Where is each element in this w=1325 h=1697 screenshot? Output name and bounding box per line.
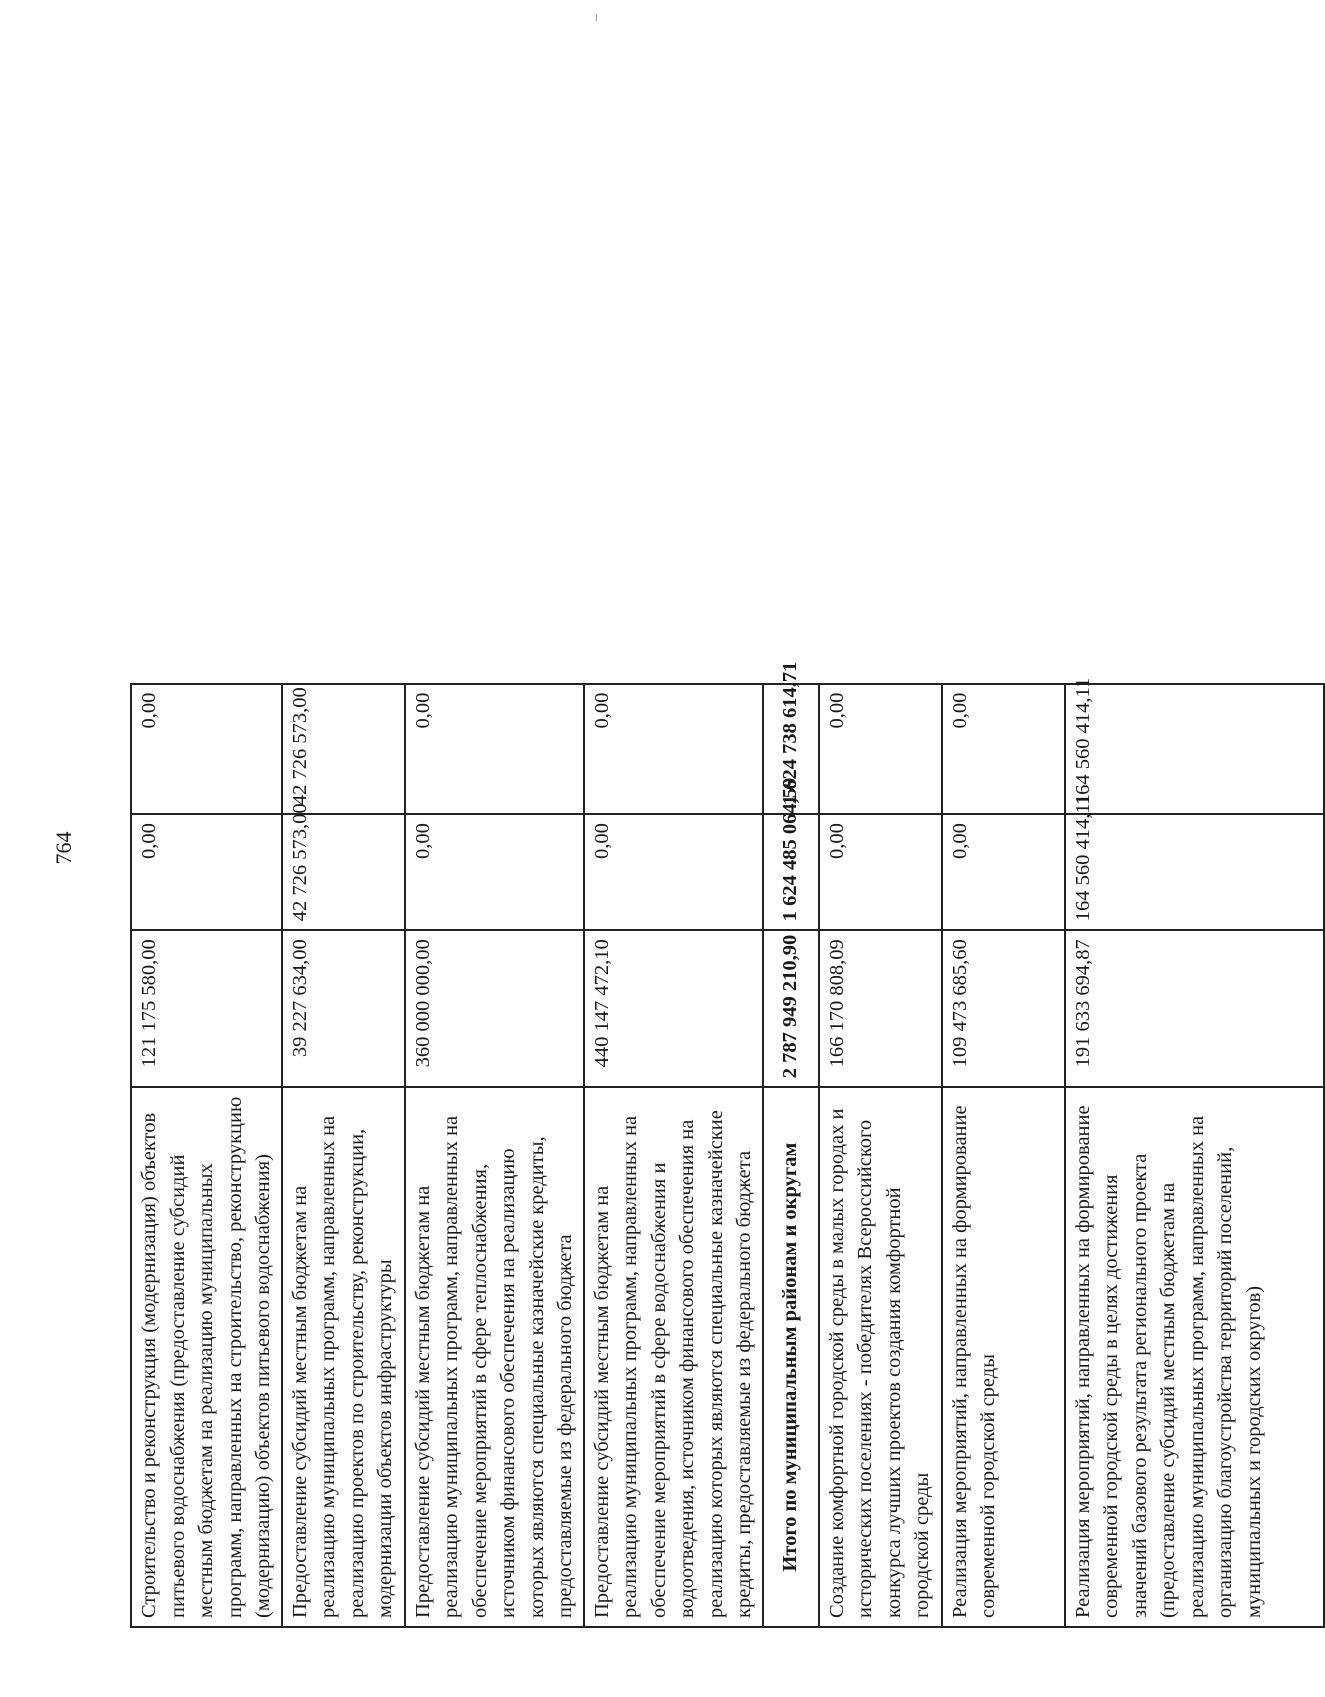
row-name-cell: Предоставление субсидий местным бюджетам на реализацию муниципальных программ, направленных на обеспечение мероприятий в сфере водоснабжения и водоотведения, источником финансового обеспечения на реализацию которых являются специальные казначейские кредиты, предоставляемые из федерального бюджета [584,1087,763,1627]
amount-2023-cell: 39 227 634,00 [282,930,405,1087]
amount-2024-cell: 0,00 [584,814,763,930]
amount-2023-cell: 2 787 949 210,90 [763,930,819,1087]
amount-2023-cell: 166 170 808,09 [819,930,942,1087]
row-name-cell: Предоставление субсидий местным бюджетам на реализацию муниципальных программ, направленных на реализацию проектов по строительству, реконструкции, модернизации объектов инфраструктуры [282,1087,405,1627]
amount-2024-cell: 0,00 [819,814,942,930]
amount-2025-cell: 1 624 738 614,71 [763,684,819,815]
rotated-page-content [130,30,1265,1628]
row-name-cell: Реализация мероприятий, направленных на формирование современной городской среды [942,1087,1065,1627]
amount-2025-cell: 0,00 [131,684,282,815]
table-row [405,31,584,1627]
table-row [131,31,282,1627]
amount-2025-cell: 0,00 [819,684,942,815]
amount-2023-cell: 191 633 694,87 [1065,930,1324,1087]
row-name-cell: Реализация мероприятий, направленных на формирование современной городской среды в целях достижения значений базового результата регионального проекта (предоставление субсидий местным бюджетам на реализацию муниципальных программ, направленных на организацию благоустройства территорий поселений, муниципальных и городских округов) [1065,1087,1324,1627]
amount-2024-cell: 42 726 573,00 [282,814,405,930]
table-row [942,31,1065,1627]
amount-2024-cell: 0,00 [131,814,282,930]
amount-2025-cell: 0,00 [942,684,1065,815]
row-name-cell: Предоставление субсидий местным бюджетам на реализацию муниципальных программ, направленных на обеспечение мероприятий в сфере теплоснабжения, источником финансового обеспечения на реализацию которых являются специальные казначейские кредиты, предоставляемые из федерального бюджета [405,1087,584,1627]
table-row [1065,31,1324,1627]
amount-2024-cell: 0,00 [942,814,1065,930]
scan-mark [596,14,597,21]
row-name-cell: Создание комфортной городской среды в малых городах и исторических поселениях - победителях Всероссийского конкурса лучших проектов создания комфортной городской среды [819,1087,942,1627]
table-row [282,31,405,1627]
row-name-cell: Итого по муниципальным районам и округам [763,1087,819,1627]
amount-2024-cell: 164 560 414,11 [1065,814,1324,930]
row-name-cell: Строительство и реконструкция (модернизация) объектов питьевого водоснабжения (предоставление субсидий местным бюджетам на реализацию муниципальных программ, направленных на строительство, реконструкцию (модернизацию) объектов питьевого водоснабжения) [131,1087,282,1627]
table-row [819,31,942,1627]
amount-2025-cell: 42 726 573,00 [282,684,405,815]
amount-2025-cell: 164 560 414,11 [1065,684,1324,815]
amount-2023-cell: 360 000 000,00 [405,930,584,1087]
amount-2023-cell: 440 147 472,10 [584,930,763,1087]
amount-2025-cell: 0,00 [584,684,763,815]
budget-table [130,30,1325,1628]
amount-2023-cell: 109 473 685,60 [942,930,1065,1087]
total-row [763,31,819,1627]
page-number: 764 [51,831,76,865]
amount-2024-cell: 0,00 [405,814,584,930]
table-row [584,31,763,1627]
amount-2024-cell: 1 624 485 064,59 [763,814,819,930]
amount-2025-cell: 0,00 [405,684,584,815]
amount-2023-cell: 121 175 580,00 [131,930,282,1087]
